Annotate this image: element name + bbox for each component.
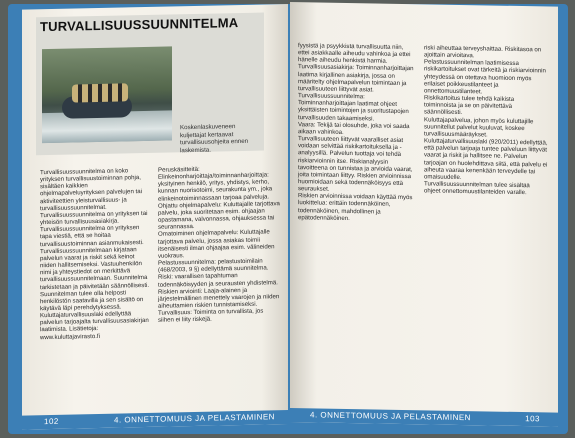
raft-crew xyxy=(72,83,128,102)
left-page-number: 102 xyxy=(44,416,59,427)
left-page xyxy=(22,4,288,430)
section-title: TURVALLISUUSSUUNNITELMA xyxy=(40,15,239,35)
left-column-2: Peruskäsitteitä: Elinkeinonharjoittaja/toiminnanharjoittaja: yksityinen henkilö, yritys, yhdistys, kerho, kunnan nuorisotoimi, seurakunta ym., joka elinkeinotoiminnassaan tarjoaa palveluja. Ohjattu ohjelmapalvelu: Kuluttajalle tarjottava palvelu, joka suoritetaan esim. ohjaajan opastamana, valvonnassa, ohjauksessa tai seurannassa. Omatoiminen ohjelmapalvelu: Kuluttajalle tarjottava palvelu, jossa asiakas toimii itsenäisesti ilman ohjaajaa esim. välineiden vuokraus. Pelastussuunnitelma: pelastustoimilain (468/2003, 9 §) edellyttämä suunnitelma. Riski: vaarallisen tapahtuman todennäköisyyden ja seurausten yhdistelmä. Riskien arviointi: Laaja-alainen ja järjestelmällinen menettely vaarojen ja niiden aiheuttamien riskien tunnistamiseksi. Turvallisuus: Toiminta on turvallista, jos siihen ei liity riskejä. xyxy=(158,165,280,325)
rafting-photo xyxy=(42,46,172,143)
right-page xyxy=(290,2,558,427)
left-chapter-title: 4. ONNETTOMUUS JA PELASTAMINEN xyxy=(114,412,275,425)
right-column-2: riski aiheuttaa terveyshaittaa. Riskitasoa on ajoittain arvioitava. Pelastussuunnitelman laatimisessa riskikartoitukset ovat tärkeitä ja riskiarvioinnin yhteydessä on otettava huomioon myös erilaiset poikkeustilanteet ja onnettomuustilanteet. Riskikartoitus tulee tehdä kaikista toiminnoista ja se on päivitettävä säännöllisesti. Kuluttajapalvelua, johon myös kuluttajille suunnitellut palvelut kuuluvat, koskee turvallisuusmääräykset. Kuluttajaturvallisuuslaki (920/2011) edellyttää, että palvelun tarjoaja tuntee palveluun liittyvät vaarat ja riskit ja hallitsee ne. Palvelun tarjoajan on huolehdittava siitä, että palvelu ei aiheuta vaaraa kenenkään terveydelle tai omaisuudelle. Turvallisuussuunnitelman tulee sisältää ohjeet onnettomuustilanteiden varalle. xyxy=(424,44,548,197)
left-column-1: Turvallisuussuunnitelma on koko yrityksen turvallisuustoiminnan pohja, sisältäen kaikkien ohjelmapalveluyrityksen palvelujen tai aktiviteettien yleisturvallisuus- ja turvallisuussuunnitelmat. Turvallisuussuunnitelma on yrityksen tai yhteisön turvallisuusasiakirja. Turvallisuussuunnitelma on yrityksen tapa viestiä, että se hoitaa turvallisuustoiminnan asianmukaisesti. Turvallisuussuunnitelmaan kirjataan palvelun vaarat ja riskit sekä keinot niiden hallitsemiseksi. Vastuuhenkilön nimi ja yhteystiedot on merkittävä turvallisuussuunnitelmaan. Suunnitelma tarkistetaan ja päivitetään säännöllisesti. Suunnitelman tulee olla helposti henkilöstön saatavilla ja sen sisältö on käytävä läpi perehdytyksessä. Kuluttajaturvallisuuslaki edellyttää palvelun tarjoajalta turvallisuusasiakirjan laatimista. Lisätietoja: www.kuluttajavirasto.fi xyxy=(40,167,150,341)
right-column-1: fyysistä ja psyykkistä turvallisuutta niin, ettei asiakkaalle aiheudu vahinkoa ja ettei hänelle aiheudu henkistä harmia. Turvallisuusasiakirja: Toiminnanharjoittajan laatima kirjallinen asiakirja, jossa on määritelty ohjelmapalvelun toimintaan ja turvallisuuteen liittyvät asiat. Turvallisuussuunnitelma: Toiminnanharjoittajan laatimat ohjeet yksittäisten toimintojen ja suoritustapojen turvallisuuden takaamiseksi. Vaara: Tekijä tai olosuhde, joka voi saada aikaan vahinkoa. Turvallisuuteen liittyvät vaaralliset asiat voidaan selvittää riskikartoituksella ja -analyysillä. Palvelun tuottaja voi tehdä riskiarvioinnin itse. Riskianalyysin tavoitteena on tunnistaa ja arvioida vaarat, joita toimintaan liittyy. Riskien arvioinnissa huomioidaan sekä todennäköisyys että seuraukset. Riskien arvioinnissa voidaan käyttää myös luokittelua: erittäin todennäköinen, todennäköinen, mahdollinen ja epätodennäköinen. xyxy=(298,42,414,222)
right-page-number: 103 xyxy=(525,414,540,424)
right-chapter-title: 4. ONNETTOMUUS JA PELASTAMINEN xyxy=(310,410,471,423)
photo-caption: Koskenlaskuveneen kuljettajat kertaavat turvallisuusohjeita ennen laskemista. xyxy=(180,123,249,155)
